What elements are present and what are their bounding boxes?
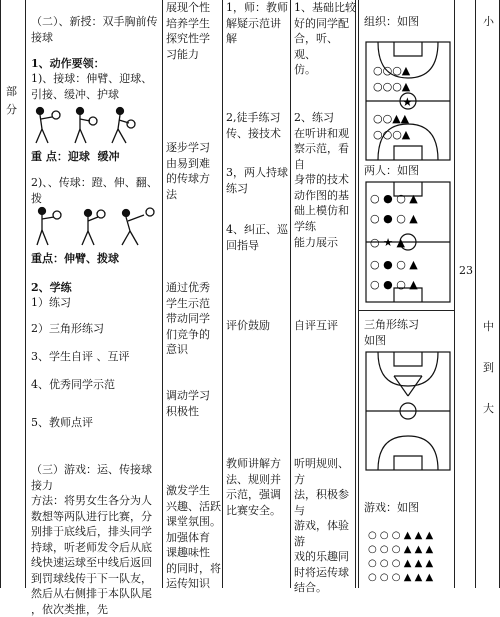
intent-1: 展现个性 培养学生 探究性学 习能力 [166,1,210,61]
col-divider [454,0,455,588]
intensity-3: 到 [483,361,494,374]
receive-motion-figures [30,103,150,147]
key-points-pass: 重点：伸臂、拨球 [31,252,119,265]
svg-text:○○▲▲: ○○▲▲ [373,112,410,125]
svg-text:○ ● ○ ▲: ○ ● ○ ▲ [370,192,418,205]
key-points-receive: 重 点：迎球 缓冲 [31,150,120,163]
practice-heading: 2、学练 [31,281,72,294]
org-label-1: 组织：如图 [364,15,419,28]
game-title: （三）游戏：运、传接球 接力 [31,463,152,492]
svg-text:○ ○ ○ ▲ ▲ ▲: ○ ○ ○ ▲ ▲ ▲ [368,558,434,569]
lesson-title: （二）、新授：双手胸前传 接球 [31,15,158,44]
intent-5: 激发学生 兴趣、活跃 课堂氛围。 加强体育 课趣味性 的同时，将 运传知识 [166,484,221,590]
time-minutes: 23 [459,264,473,277]
court-diagram-pairs [364,180,452,306]
section-label: 部 分 [6,85,17,116]
teacher-6: 教师讲解方 法、规则并 示范，强调 比赛安全。 [226,457,281,517]
game-method: 方法：将男女生各分为人 数想等两队进行比赛，分 别排于底线后，排头同学 持球，听老师发令后从底 线快速运球至中线后返回 到罚球线传于下一队友， 然后从右侧排于本队队尾 ，依次类推，先 [31,494,152,616]
teacher-2: 2,徒手练习 传、接技术 [226,111,281,140]
svg-text:○ ○ ○ ▲ ▲ ▲: ○ ○ ○ ▲ ▲ ▲ [368,572,434,583]
col-divider [222,0,223,588]
row-divider [358,310,454,311]
intensity-4: 大 [483,402,494,415]
practice-item: 1）练习 [31,296,71,309]
svg-text:○ ● ○ ▲: ○ ● ○ ▲ [370,212,418,225]
pass-motion-figures [30,203,158,249]
practice-item: 5、教师点评 [31,416,93,429]
teacher-4: 4、纠正、巡 回指导 [226,223,288,252]
essentials-heading: 1、动作要领： [31,57,105,70]
court-diagram-relay [362,518,454,588]
student-2: 2、练习 在听讲和观 察示范，看自 身带的技术 动作图的基 础上模仿和 学练 [294,111,349,233]
svg-text:○ ● ○ ▲: ○ ● ○ ▲ [370,278,418,291]
org-label-3: 三角形练习 如图 [364,318,419,347]
intent-4: 调动学习 积极性 [166,389,210,418]
pass-steps: 2)、、传球：蹬、伸、翻、 拨 [31,176,158,205]
court-diagram-formation [364,40,452,162]
org-label-4: 游戏：如图 [364,501,419,514]
teacher-1: 1，师：教师 解疑示范讲 解 [226,1,288,45]
svg-text:○ ○ ○ ▲ ▲ ▲: ○ ○ ○ ▲ ▲ ▲ [368,530,434,541]
svg-text:○○○▲: ○○○▲ [373,64,411,77]
svg-text:○ ○ ○ ▲ ▲ ▲: ○ ○ ○ ▲ ▲ ▲ [368,544,434,555]
student-3: 能力展示 [294,236,338,249]
intent-3: 通过优秀 学生示范 带动同学 们竞争的 意识 [166,281,210,356]
student-4: 自评互评 [294,319,338,332]
svg-text:○○○▲: ○○○▲ [373,128,411,141]
teacher-5: 评价鼓励 [226,319,270,332]
student-5: 听明规则、方 法，积极参与 游戏，体验游 戏的乐趣同 时将运传球 结合。 [294,457,349,594]
table-border-left [0,0,1,588]
col-divider [290,0,291,588]
org-label-2: 两人：如图 [364,164,419,177]
intent-2: 逐步学习 由易到难 的传球方 法 [166,141,210,201]
intensity-2: 中 [483,320,494,333]
court-diagram-triangle [364,350,452,472]
svg-text:○○○▲: ○○○▲ [373,80,411,93]
col-divider [25,0,26,588]
teacher-3: 3，两人持球 练习 [226,166,288,195]
svg-text:★: ★ [402,95,413,109]
col-divider [475,0,476,588]
svg-text:○ ● ○ ▲: ○ ● ○ ▲ [370,258,418,271]
practice-item: 3、学生自评 、互评 [31,350,130,363]
svg-text:○ ★ ▲: ○ ★ ▲ [370,236,405,249]
student-1: 1、基础比较 好的同学配 合，听、观、 仿。 [294,1,356,76]
receive-steps: 1)、接球：伸臂、迎球、 引接、缓冲、护球 [31,72,153,101]
practice-item: 4、优秀同学示范 [31,378,115,391]
intensity-1: 小 [483,15,494,28]
practice-item: 2）三角形练习 [31,322,104,335]
